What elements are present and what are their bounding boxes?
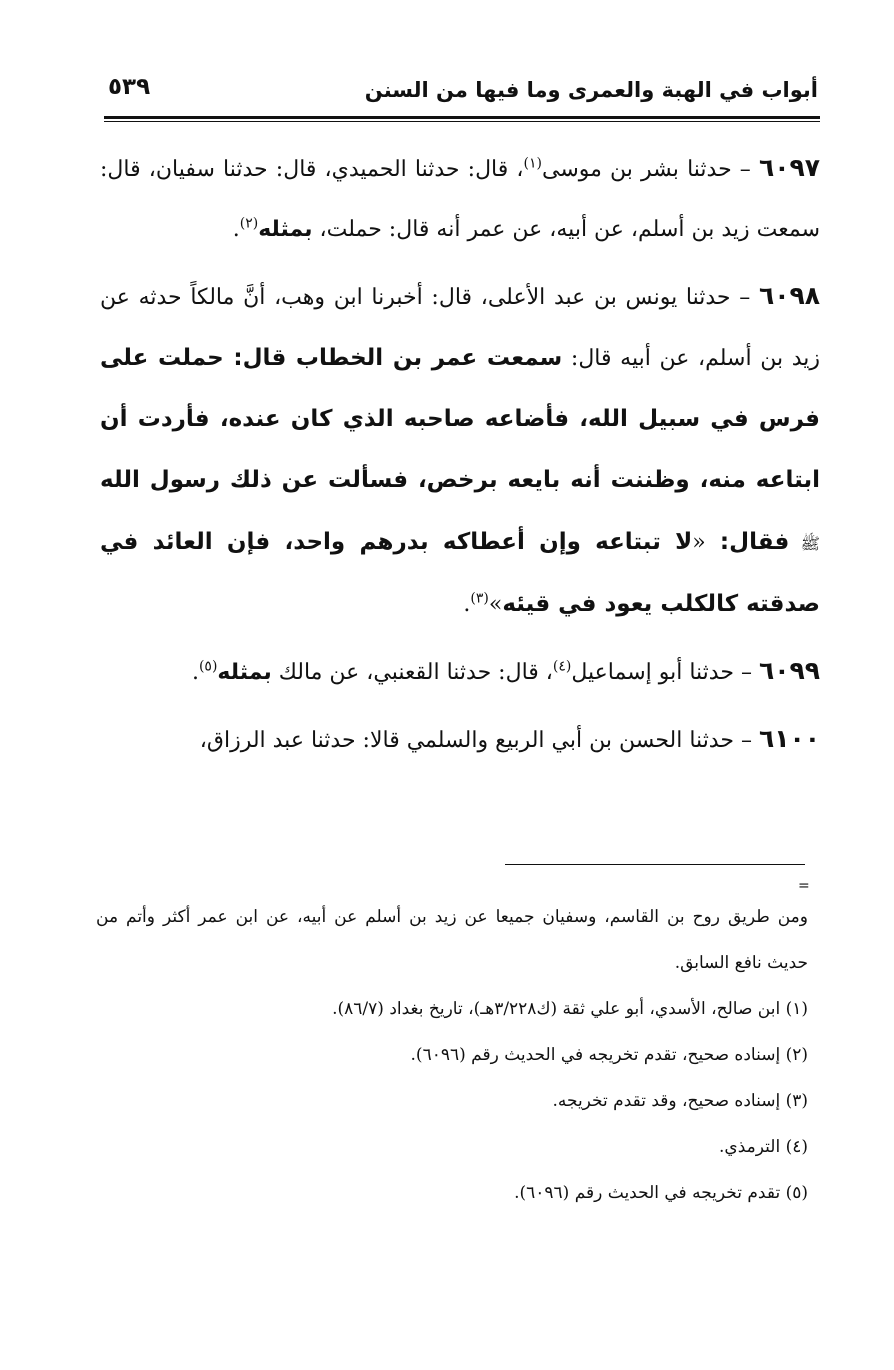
footnote-1: (١) ابن صالح، الأسدي، أبو علي ثقة (ك٣/٢٢٨هـ)، تاريخ بغداد (٨٦/٧). xyxy=(332,999,808,1019)
footnote-ref: (٤) xyxy=(552,658,572,675)
running-title: أبواب في الهبة والعمرى وما فيها من السنن xyxy=(364,78,818,102)
footnotes xyxy=(96,894,818,1216)
hadith-bold-text: سمعت عمر بن الخطاب قال: حملت على فرس في سبيل الله، فأضاعه صاحبه الذي كان عنده، فأردت أن ابتاعه منه، وظننت أنه بايعه برخص، فسألت عن ذلك رسول الله xyxy=(100,345,820,493)
footnote-continuation: ومن طريق روح بن القاسم، وسفيان جميعا عن زيد بن أسلم عن أبيه، عن ابن عمر أكثر وأتم من حديث نافع السابق. xyxy=(96,907,808,973)
footnote-ref: (١) xyxy=(523,155,542,172)
prophetic-saying: لا تبتاعه وإن أعطاكه بدرهم واحد، فإن العائد في صدقته كالكلب يعود في قيئه xyxy=(100,529,820,617)
hadith-bold-text: بمثله xyxy=(217,660,272,685)
hadith-6100 xyxy=(100,709,820,771)
footnote-2: (٢) إسناده صحيح، تقدم تخريجه في الحديث رقم (٦٠٩٦). xyxy=(410,1045,808,1065)
main-text xyxy=(100,138,820,777)
hadith-number: ٦٠٩٩ xyxy=(758,656,820,685)
hadith-number: ٦٠٩٧ xyxy=(758,153,820,182)
hadith-text: – حدثنا الحسن بن أبي الربيع والسلمي قالا: حدثنا عبد الرزاق، xyxy=(199,728,759,753)
hadith-bold-text: فقال: xyxy=(705,529,790,555)
footnote-ref: (٥) xyxy=(198,658,218,675)
hadith-number: ٦٠٩٨ xyxy=(758,281,820,310)
hadith-end: . xyxy=(463,592,471,617)
footnote-separator xyxy=(505,864,805,865)
hadith-text: – حدثنا بشر بن موسى xyxy=(541,157,759,182)
hadith-bold-text: بمثله xyxy=(258,217,313,242)
page-header xyxy=(104,70,820,114)
hadith-6097 xyxy=(100,138,820,260)
footnote-4: (٤) الترمذي. xyxy=(719,1137,808,1157)
footnote-5: (٥) تقدم تخريجه في الحديث رقم (٦٠٩٦). xyxy=(514,1183,808,1203)
header-rule-thin xyxy=(104,121,820,122)
hadith-text: ، قال: حدثنا القعنبي، عن مالك xyxy=(271,660,553,685)
salawat-glyph: ﷺ xyxy=(789,534,820,553)
footnote-3: (٣) إسناده صحيح، وقد تقدم تخريجه. xyxy=(552,1091,808,1111)
quote-close: » xyxy=(488,592,503,617)
page-number: ٥٣٩ xyxy=(108,74,151,100)
hadith-text: – حدثنا أبو إسماعيل xyxy=(571,660,759,685)
footnote-continuation-mark: = xyxy=(798,878,810,894)
hadith-6099 xyxy=(100,641,820,703)
hadith-6098 xyxy=(100,266,820,635)
header-rule-thick xyxy=(104,116,820,119)
hadith-end: . xyxy=(232,217,240,242)
hadith-text: – حدثنا يونس بن عبد الأعلى، قال: أخبرنا ابن وهب، أنَّ مالكاً حدثه عن زيد بن أسلم، عن أبيه قال: xyxy=(100,285,820,371)
footnote-ref: (٣) xyxy=(470,590,489,607)
footnote-ref: (٢) xyxy=(239,215,259,232)
hadith-number: ٦١٠٠ xyxy=(758,724,820,753)
hadith-text: ، قال: حدثنا الحميدي، قال: حدثنا سفيان، قال: سمعت زيد بن أسلم، عن أبيه، عن عمر أنه قال: حملت، xyxy=(100,157,820,242)
hadith-end: . xyxy=(191,660,199,685)
quote-open: « xyxy=(692,530,706,555)
